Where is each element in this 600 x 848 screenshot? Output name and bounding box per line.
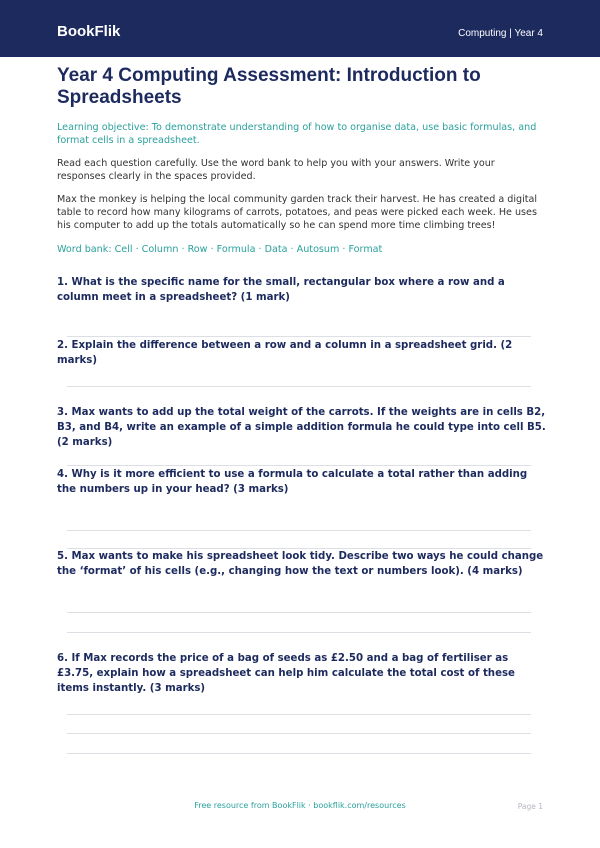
answer-line[interactable] xyxy=(67,753,531,754)
question-5: 5. Max wants to make his spreadsheet look tidy. Describe two ways he could change the ‘format’ of his cells (e.g., changing how the text or numbers look). (4 marks) xyxy=(57,551,544,577)
answer-line[interactable] xyxy=(67,733,531,734)
answer-line[interactable] xyxy=(67,612,531,613)
question-4: 4. Why is it more efficient to use a formula to calculate a total rather than adding the numbers up in your head? (3 marks) xyxy=(57,469,528,495)
page-number: Page 1 xyxy=(517,802,543,811)
story-intro: Max the monkey is helping the local community garden track their harvest. He has created a digital table to record how many kilograms of carrots, potatoes, and peas were picked each week. He uses his computer to add up the totals automatically so he can spend more time climbing trees! xyxy=(57,194,538,231)
learning-objective: Learning objective: To demonstrate understanding of how to organise data, use basic formulas, and format cells in a spreadsheet. xyxy=(57,122,537,146)
page-header xyxy=(0,0,600,57)
answer-line[interactable] xyxy=(67,632,531,633)
question-3: 3. Max wants to add up the total weight of the carrots. If the weights are in cells B2, B3, and B4, write an example of a simple addition formula he could type into cell B5. (2 marks) xyxy=(57,407,546,448)
footer-credit: Free resource from BookFlik · bookflik.com/resources xyxy=(194,801,406,810)
word-bank: Word bank: Cell · Column · Row · Formula · Data · Autosum · Format xyxy=(57,244,383,255)
answer-line[interactable] xyxy=(67,714,531,715)
brand-logo: BookFlik xyxy=(57,23,121,40)
answer-line[interactable] xyxy=(67,465,531,466)
instructions: Read each question carefully. Use the word bank to help you with your answers. Write your responses clearly in the spaces provided. xyxy=(57,158,495,182)
answer-line[interactable] xyxy=(67,336,531,337)
answer-line[interactable] xyxy=(67,386,531,387)
question-2: 2. Explain the difference between a row and a column in a spreadsheet grid. (2 marks) xyxy=(57,340,513,366)
answer-line[interactable] xyxy=(67,530,531,531)
question-6: 6. If Max records the price of a bag of seeds as £2.50 and a bag of fertiliser as £3.75, explain how a spreadsheet can help him calculate the total cost of these items instantly. (3 marks) xyxy=(57,653,515,694)
subject-year-label: Computing | Year 4 xyxy=(458,28,543,39)
question-1: 1. What is the specific name for the small, rectangular box where a row and a column meet in a spreadsheet? (1 mark) xyxy=(57,277,505,303)
page-title: Year 4 Computing Assessment: Introduction to Spreadsheets xyxy=(57,65,481,108)
